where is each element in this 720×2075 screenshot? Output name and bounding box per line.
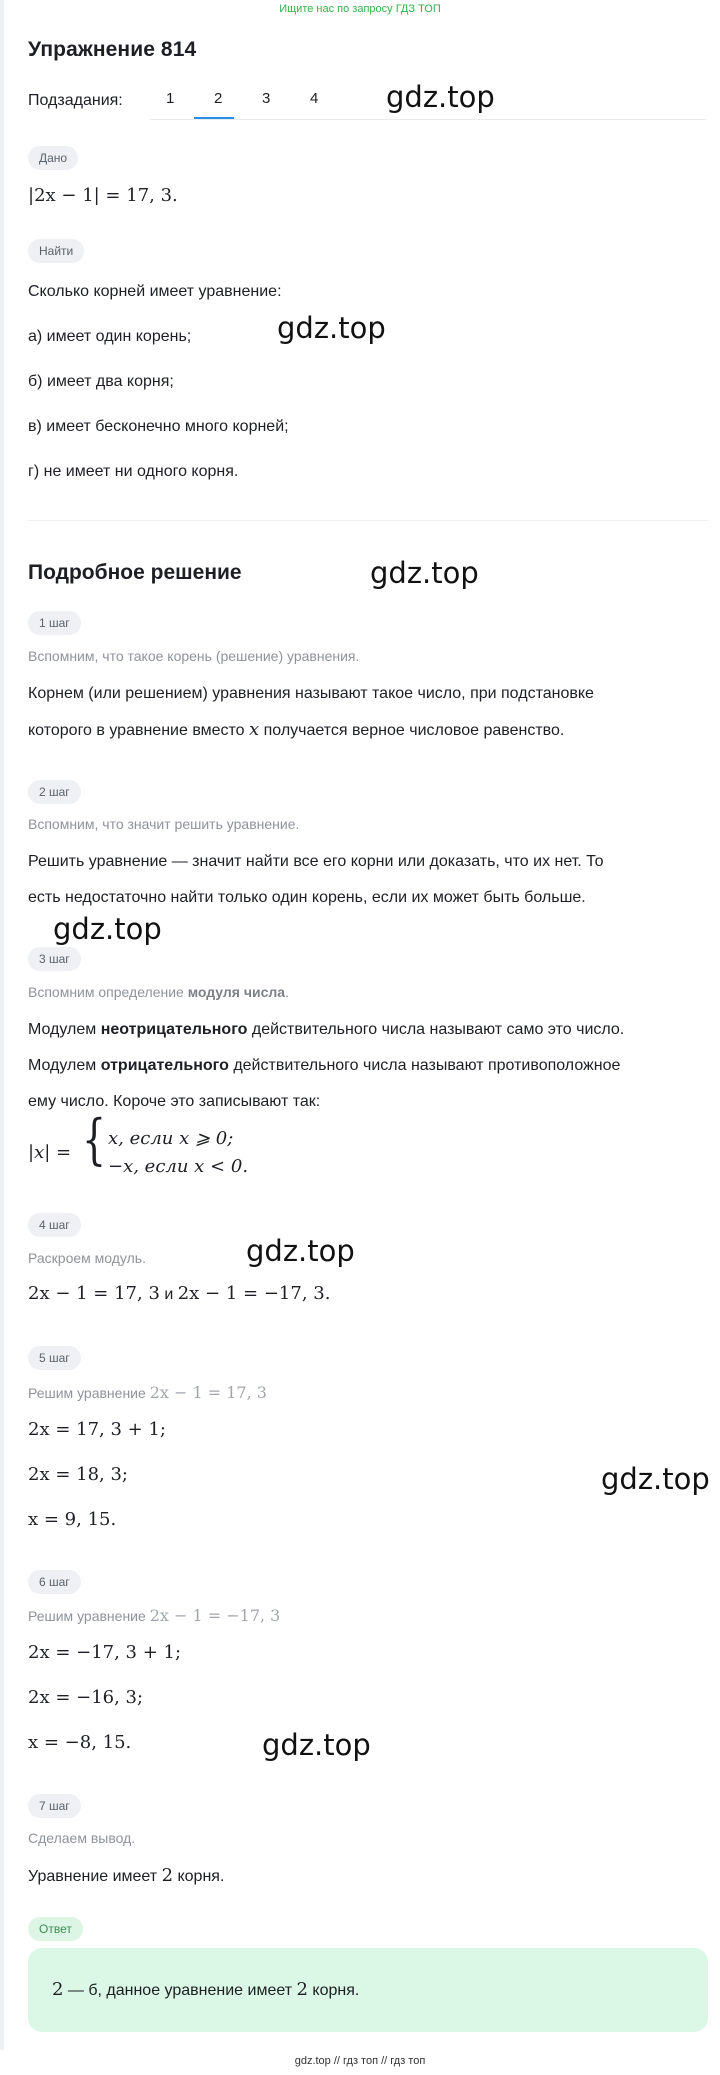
tab-subtask-2[interactable]: 2 xyxy=(214,90,223,107)
step6-line: 2x = −17, 3 + 1; xyxy=(28,1642,182,1663)
modulus-case-2: −x, если x < 0. xyxy=(108,1156,249,1177)
step-badge-1: 1 шаг xyxy=(28,611,81,635)
answer-badge: Ответ xyxy=(28,1917,83,1941)
watermark: gdz.top xyxy=(246,1234,355,1268)
step-badge-4: 4 шаг xyxy=(28,1213,81,1237)
watermark: gdz.top xyxy=(601,1462,710,1496)
step-badge-2: 2 шаг xyxy=(28,780,81,804)
tab-subtask-1[interactable]: 1 xyxy=(166,90,175,107)
step3-text-2: Модулем отрицательного действительного числа называют противоположное xyxy=(28,1057,621,1074)
step3-text-1: Модулем неотрицательного действительного числа называют само это число. xyxy=(28,1021,625,1038)
step6-line: x = −8, 15. xyxy=(28,1732,132,1753)
find-badge: Найти xyxy=(28,239,84,263)
step5-line: x = 9, 15. xyxy=(28,1509,117,1530)
step6-hint: Решим уравнение 2x − 1 = −17, 3 xyxy=(28,1606,281,1625)
watermark: gdz.top xyxy=(262,1728,371,1762)
step5-line: 2x = 17, 3 + 1; xyxy=(28,1419,166,1440)
step7-hint: Сделаем вывод. xyxy=(28,1830,136,1846)
step1-text: Корнем (или решением) уравнения называют такое число, при подстановке xyxy=(28,685,594,702)
step-badge-3: 3 шаг xyxy=(28,947,81,971)
watermark: gdz.top xyxy=(277,311,386,345)
find-option: г) не имеет ни одного корня. xyxy=(28,463,239,480)
step3-hint: Вспомним определение модуля числа. xyxy=(28,984,289,1000)
page-title: Упражнение 814 xyxy=(28,38,197,61)
solution-title: Подробное решение xyxy=(28,561,242,584)
given-badge: Дано xyxy=(28,146,78,170)
answer-text: 2 — б, данное уравнение имеет 2 корня. xyxy=(52,1979,360,2000)
step7-conclusion: Уравнение имеет 2 корня. xyxy=(28,1865,225,1886)
watermark: gdz.top xyxy=(386,80,495,114)
brace-icon: { xyxy=(82,1108,107,1171)
step-badge-5: 5 шаг xyxy=(28,1346,81,1370)
find-option: а) имеет один корень; xyxy=(28,328,192,345)
watermark: gdz.top xyxy=(370,556,479,590)
step5-line: 2x = 18, 3; xyxy=(28,1464,128,1485)
step-badge-6: 6 шаг xyxy=(28,1570,81,1594)
step-badge-7: 7 шаг xyxy=(28,1794,81,1818)
tab-subtask-3[interactable]: 3 xyxy=(262,90,271,107)
top-search-note[interactable]: Ищите нас по запросу ГДЗ ТОП xyxy=(279,3,441,15)
left-border xyxy=(0,0,4,2050)
footer-links[interactable]: gdz.top // гдз топ // гдз топ xyxy=(294,2055,426,2067)
step3-text-3: ему число. Короче это записывают так: xyxy=(28,1093,321,1110)
modulus-lhs: |x| = xyxy=(28,1142,72,1163)
step2-text-2: есть недостаточно найти только один корень, если их может быть больше. xyxy=(28,889,586,906)
active-tab-indicator xyxy=(194,117,234,119)
find-option: б) имеет два корня; xyxy=(28,373,174,390)
step4-equations: 2x − 1 = 17, 3 и 2x − 1 = −17, 3. xyxy=(28,1283,331,1304)
modulus-case-1: x, если x ⩾ 0; xyxy=(108,1128,234,1149)
step2-hint: Вспомним, что значит решить уравнение. xyxy=(28,816,300,832)
find-option: в) имеет бесконечно много корней; xyxy=(28,418,289,435)
step4-hint: Раскроем модуль. xyxy=(28,1250,146,1266)
section-divider xyxy=(28,520,708,521)
watermark: gdz.top xyxy=(53,912,162,946)
given-formula: |2x − 1| = 17, 3. xyxy=(28,185,178,206)
step1-hint: Вспомним, что такое корень (решение) уравнения. xyxy=(28,648,360,664)
tab-subtask-4[interactable]: 4 xyxy=(310,90,319,107)
step6-line: 2x = −16, 3; xyxy=(28,1687,144,1708)
find-question: Сколько корней имеет уравнение: xyxy=(28,283,282,300)
subtasks-label: Подзадания: xyxy=(28,92,123,109)
step2-text: Решить уравнение — значит найти все его корни или доказать, что их нет. То xyxy=(28,853,604,870)
step5-hint: Решим уравнение 2x − 1 = 17, 3 xyxy=(28,1383,267,1402)
step1-text-2: которого в уравнение вместо x получается верное числовое равенство. xyxy=(28,719,565,740)
